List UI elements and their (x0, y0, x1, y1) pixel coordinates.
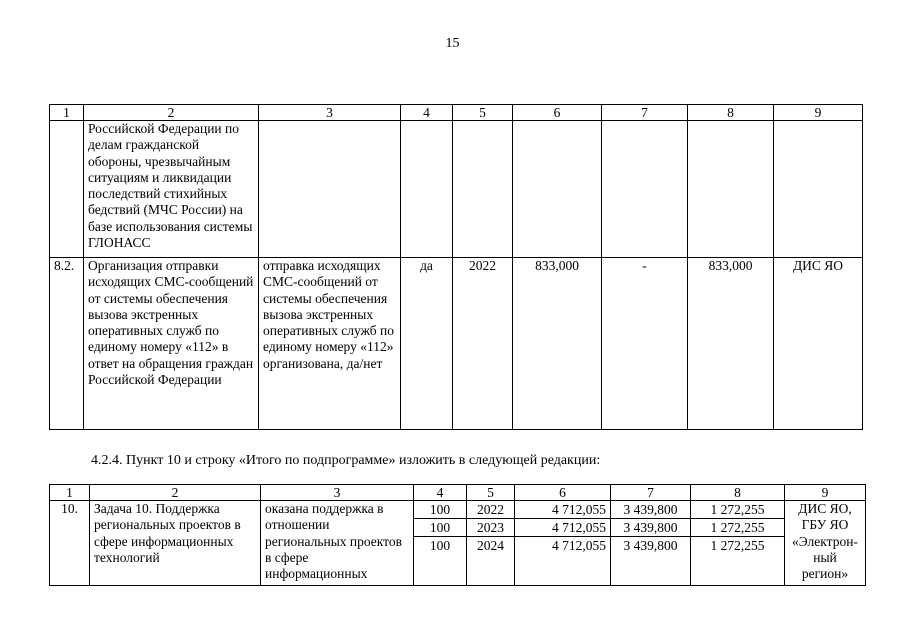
header-cell: 4 (414, 485, 467, 501)
total-item: 4 712,055 (552, 538, 606, 553)
header-cell: 9 (774, 105, 863, 121)
program-table-new (49, 484, 866, 586)
year-cell (467, 501, 515, 586)
header-cell: 2 (84, 105, 259, 121)
header-cell: 5 (453, 105, 513, 121)
num-cell: 10. (50, 501, 90, 586)
header-cell: 1 (50, 485, 90, 501)
regional-item: 1 272,255 (710, 538, 765, 553)
program-table-continued (49, 104, 863, 430)
value-item: 100 (414, 519, 466, 537)
header-cell: 6 (513, 105, 602, 121)
header-cell: 4 (401, 105, 453, 121)
header-cell: 2 (90, 485, 261, 501)
table-header-row (50, 105, 863, 121)
federal-cell (602, 121, 688, 258)
indicator-cell (261, 501, 414, 586)
value-item: 100 (414, 501, 466, 519)
federal-item: 3 439,800 (611, 501, 690, 519)
header-cell: 1 (50, 105, 84, 121)
year-item: 2024 (477, 538, 504, 553)
num-cell: 8.2. (50, 258, 84, 430)
regional-cell (691, 501, 785, 586)
total-item: 4 712,055 (515, 501, 610, 519)
regional-cell: 833,000 (688, 258, 774, 430)
name-cell: Организация отправки исходящих СМС-сообщений от системы обеспечения вызова экстренных оперативных служб по единому номеру «112» в ответ на обращения граждан Российской Федерации (84, 258, 259, 430)
year-item: 2023 (467, 519, 514, 537)
unit-cell: да (401, 258, 453, 430)
header-cell: 7 (602, 105, 688, 121)
federal-cell: - (602, 258, 688, 430)
year-item: 2022 (467, 501, 514, 519)
table-header-row (50, 485, 866, 501)
table-row (50, 501, 866, 586)
total-cell (513, 121, 602, 258)
regional-cell (688, 121, 774, 258)
indicator-cell: отправка исходящих СМС-сообщений от системы обеспечения вызова экстренных оперативных служб по единому номеру «112» организована, да/нет (259, 258, 401, 430)
header-cell: 6 (515, 485, 611, 501)
federal-item: 3 439,800 (623, 538, 678, 553)
value-item: 100 (429, 538, 451, 553)
executor-cell (774, 121, 863, 258)
indicator-text: оказана поддержка в отношении региональных проектов в сфере информационных (265, 501, 403, 582)
executor-cell: ДИС ЯО (774, 258, 863, 430)
header-cell: 3 (261, 485, 414, 501)
value-cell (414, 501, 467, 586)
regional-item: 1 272,255 (691, 519, 784, 537)
indicator-cell (259, 121, 401, 258)
federal-cell (611, 501, 691, 586)
table-row (50, 121, 863, 258)
regional-item: 1 272,255 (691, 501, 784, 519)
page-number: 15 (445, 36, 460, 51)
num-cell (50, 121, 84, 258)
federal-item: 3 439,800 (611, 519, 690, 537)
header-cell: 5 (467, 485, 515, 501)
name-cell: Задача 10. Поддержка региональных проектов в сфере информационных технологий (90, 501, 261, 586)
header-cell: 7 (611, 485, 691, 501)
executor-cell: ДИС ЯО, ГБУ ЯО «Электрон-ный регион» (785, 501, 866, 586)
unit-cell (401, 121, 453, 258)
year-cell (453, 121, 513, 258)
year-cell: 2022 (453, 258, 513, 430)
total-item: 4 712,055 (515, 519, 610, 537)
table-row (50, 258, 863, 430)
total-cell: 833,000 (513, 258, 602, 430)
header-cell: 9 (785, 485, 866, 501)
header-cell: 8 (688, 105, 774, 121)
header-cell: 8 (691, 485, 785, 501)
total-cell (515, 501, 611, 586)
name-cell: Российской Федерации по делам гражданской обороны, чрезвычайным ситуациям и ликвидации последствий стихийных бедствий (МЧС России) на базе использования системы ГЛОНАСС (84, 121, 259, 258)
header-cell: 3 (259, 105, 401, 121)
amendment-paragraph: 4.2.4. Пункт 10 и строку «Итого по подпрограмме» изложить в следующей редакции: (91, 453, 601, 468)
